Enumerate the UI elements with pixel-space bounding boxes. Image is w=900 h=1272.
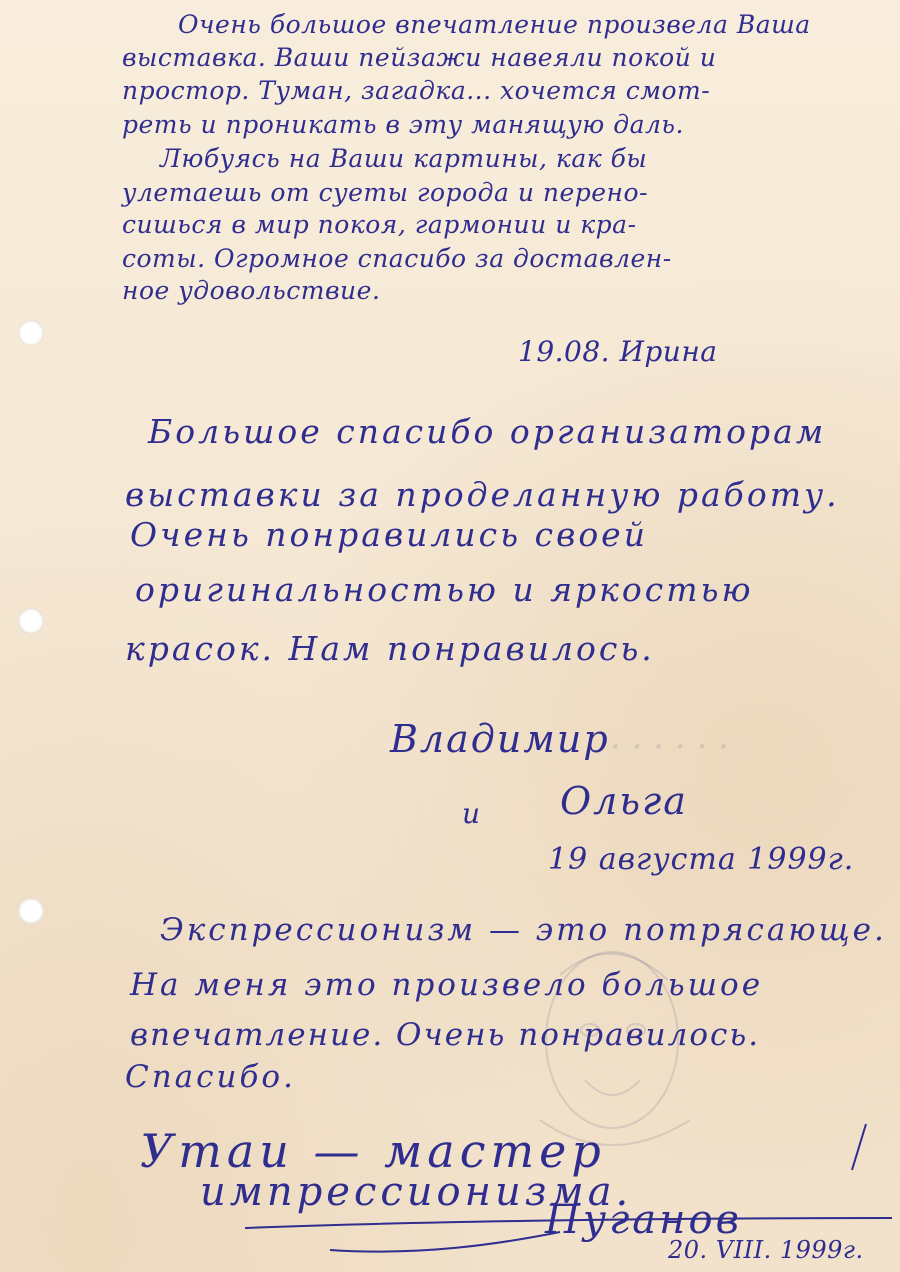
note-2-line: красок. Нам понравилось. <box>125 629 655 668</box>
note-1-signature: 19.08. Ирина <box>518 335 718 368</box>
note-1-line: ное удовольствие. <box>122 276 381 305</box>
note-4-line: импрессионизма. <box>200 1169 633 1215</box>
note-2-signature-and: и <box>462 797 483 830</box>
note-4-signature: Пуганов <box>545 1197 742 1243</box>
note-1-line: Очень большое впечатление произвела Ваша <box>178 10 811 39</box>
note-2-line: выставки за проделанную работу. <box>125 475 840 514</box>
note-1-line: реть и проникать в эту манящую даль. <box>122 110 684 139</box>
note-1-line: улетаешь от суеты города и перено- <box>122 178 649 207</box>
note-4-line: Утаи — мастер <box>140 1124 606 1178</box>
note-1-line: Любуясь на Ваши картины, как бы <box>160 144 648 173</box>
note-3-line: впечатление. Очень понравилось. <box>130 1017 761 1053</box>
note-1-line: сишься в мир покоя, гармонии и кра- <box>122 210 637 239</box>
note-2-signature-olga: Ольга <box>560 779 688 823</box>
note-2-line: оригинальностью и яркостью <box>135 570 754 609</box>
note-3-line: Экспрессионизм — это потрясающе. <box>160 912 887 948</box>
note-3-line: На меня это произвело большое <box>130 967 764 1003</box>
note-1-line: соты. Огромное спасибо за доставлен- <box>122 244 672 273</box>
note-3-line: Спасибо. <box>125 1059 296 1095</box>
note-1-line: выставка. Ваши пейзажи навеяли покой и <box>122 43 717 72</box>
note-2-line: Большое спасибо организаторам <box>148 412 827 451</box>
note-2-line: Очень понравились своей <box>130 515 648 554</box>
note-2-date: 19 августа 1999г. <box>548 842 855 877</box>
note-2-signature-vladimir: Владимир <box>390 717 610 761</box>
note-4-date: 20. VIII. 1999г. <box>668 1236 864 1264</box>
show-through-text: · · · · · · <box>610 727 729 767</box>
note-1-line: простор. Туман, загадка... хочется смот- <box>122 76 711 105</box>
